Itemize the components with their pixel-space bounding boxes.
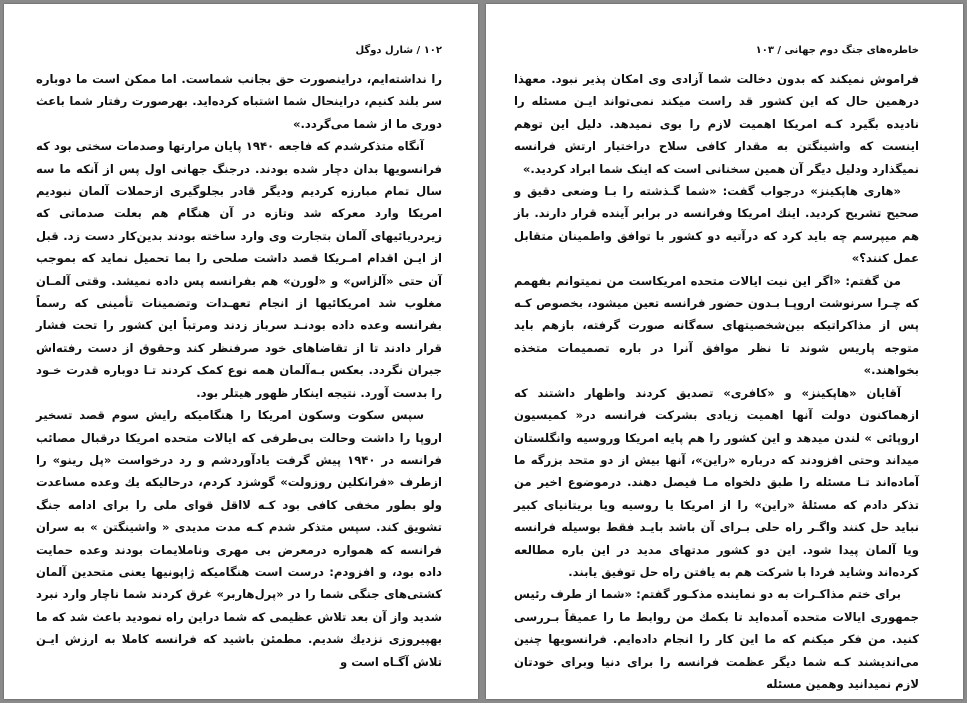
left-paragraph-3: سپس سکوت وسکون امریکا را هنگامیکه رایش سوم قصد تسخیر اروپا را داشت وحالت بی‌طرفی که ایالات متحده امریکا درقبال مصائب فرانسه در ۱۹۴۰ پیش گرفت یادآوردشم و رد درخواست «پل رینو» را ازطرف «فرانکلین روزولت» گوشزد کردم، درحالیکه یك وعده مساعدت ولو بطور مخفی کافی بود کـه لااقل قوای ملی را برای ادامه جنگ تشویق کند. سپس متذکر شدم کـه مدت مدیدی « واشینگتن » به سران فرانسه که همواره درمعرض بی مهری وناملایمات بودند وعده حمایت داده بود، و افزودم: درست است هنگامیکه ژاپونیها یعنی متحدین آلمان کشتی‌های جنگی شما را در «پرل‌هاربر» غرق کردند شما ناچار وارد نبرد شدید واز آن بعد تلاش عظیمی که شما دراین راه نمودید باعث شد که ما بهپیروزی نزدیك شدیم. مطمئن باشید که فرانسه کاملا به ارزش ایـن تلاش آگـاه است و [36, 408, 442, 669]
left-paragraph-1: را نداشته‌ایم، دراینصورت حق بجانب شماست. اما ممکن است ما دوباره سر بلند کنیم، دراینحال شما اشتباه کرده‌اید. بهرصورت رفتار شما باعث دوری ما از شما می‌گردد.» [36, 72, 442, 131]
right-paragraph-3: من گفتم: «اگر این نیت ایالات متحده امریکاست من نمیتوانم بفهمم که چـرا سرنوشت اروپـا بـدون حضور فرانسه تعین میشود، بخصوص کـه پس از مذاکراتیکه بین‌شخصیتهای سه‌گانه صورت گرفته، بازهم باید متوجه پاریس شوند تا نظر موافق آنرا در باره تصمیمات متخذه بخواهند.» [514, 273, 919, 378]
right-paragraph-1: فراموش نمیکند که بدون دخالت شما آزادی وی امکان پذیر نبود. معهذا درهمین حال که این کشور قد راست میکند نمی‌تواند ایـن مسئله را نادیده بگیرد کـه امریکا اهمیت لازم را بوی نمیدهد. دلیل این توهم اینست که واشینگتن به مقدار کافی سلاح دراختیار ارتش فرانسه نمیگذارد ودلیل دیگر آن همین سخنانی است که اینک شما ابراد کردید.» [514, 72, 919, 176]
left-page [4, 4, 478, 699]
left-running-head: ۱۰۲ / شارل دوگل [355, 45, 442, 56]
right-running-head: خاطره‌های جنگ دوم جهانی / ۱۰۳ [755, 45, 919, 56]
right-page-body [514, 68, 919, 695]
left-page-body [36, 68, 442, 673]
right-paragraph-5: برای ختم مذاکـرات به دو نماینده مذکـور گفتم: «شما از طرف رئیس جمهوری ایالات متحده آمده‌اید تا بکمك من روابط ما را عمیقاً بـررسی کنید. من فکر میکنم که ما این کار را انجام داده‌ایم. فرانسویها چنین می‌اندیشند کـه شما دیگر عظمت فرانسه را برای دنیا وبرای خودتان لازم نمیدانید وهمین مسئله [514, 587, 919, 691]
right-page [486, 4, 963, 699]
left-paragraph-2: آنگاه متذکرشدم که فاجعه ۱۹۴۰ پایان مرارتها وصدمات سختی بود که فرانسویها بدان دچار شده بودند. درجنگ جهانی اول پس از آنکه ما سه سال تمام مبارزه کردیم ودیگر قادر بجلوگیری ازحملات آلمان نبودیم امریکا وارد معرکه شد وتازه در آن هنگام هم بعلت صدماتی که زیردریائیهای آلمان بتجارت وی وارد ساخته بودند بدین‌کار دست زد. قبل از ایـن اقدام امـریکا قصد داشت صلحی را بما تحمیل نماید که بموجب آن حتی «آلزاس» و «لورن» هم بفرانسه پس داده نمیشد. وقتی آلمـان مغلوب شد امریکائیها از انجام تعهـدات وتضمینات تأمینی که رسماً بفرانسه وعده داده بودنـد سرباز زدند ومرتباً این کشور را تحت فشار قرار دادند تا از تقاضاهای خود صرفنظر کند وحقوق از دست رفته‌اش جبران نگردد. بعکس بـه‌آلمان همه نوع کمک کردند تـا دوباره قدرت خـود را بدست آورد. نتیجه اینکار ظهور هیتلر بود. [36, 139, 442, 400]
right-paragraph-2: «هاری هاپکینز» درجواب گفت: «شما گـذشته را بـا وضعی دقیق و صحیح تشریح کردید. اینك امریکا وفرانسه در برابر آینده قرار دارند. باز هم میپرسم چه باید کرد که درآتیه دو کشور با توافق واطمینان متقابل عمل کنند؟» [514, 184, 919, 266]
right-paragraph-4: آقایان «هاپکینز» و «کافری» تصدیق کردند واظهار داشتند که ازهماکنون دولت آنها اهمیت زیادی بشرکت فرانسه در« کمیسیون اروپائی » لندن میدهد و این کشور را هم پایه امریکا وروسیه وانگلستان میداند وحتی افزودند که درباره «راین»، آنها بیش از دو متحد بزرگه ما آماده‌اند تـا مسئله را طبق دلخواه مـا فیصل دهند. درموضوع اخیر من تذکر دادم که مسئلهٔ «راین» را از امریکا یا روسیه ویا بریتانیای کبیر نباید حل کنند واگـر راه حلی بـرای آن باشد بایـد فقط بوسیله فرانسه ویا آلمان پیدا شود. این دو کشور مدتهای مدید در این باره مطالعه کرده‌اند وشاید فردا با شرکت هم به یافتن راه حل توفیق یابند. [514, 385, 919, 579]
